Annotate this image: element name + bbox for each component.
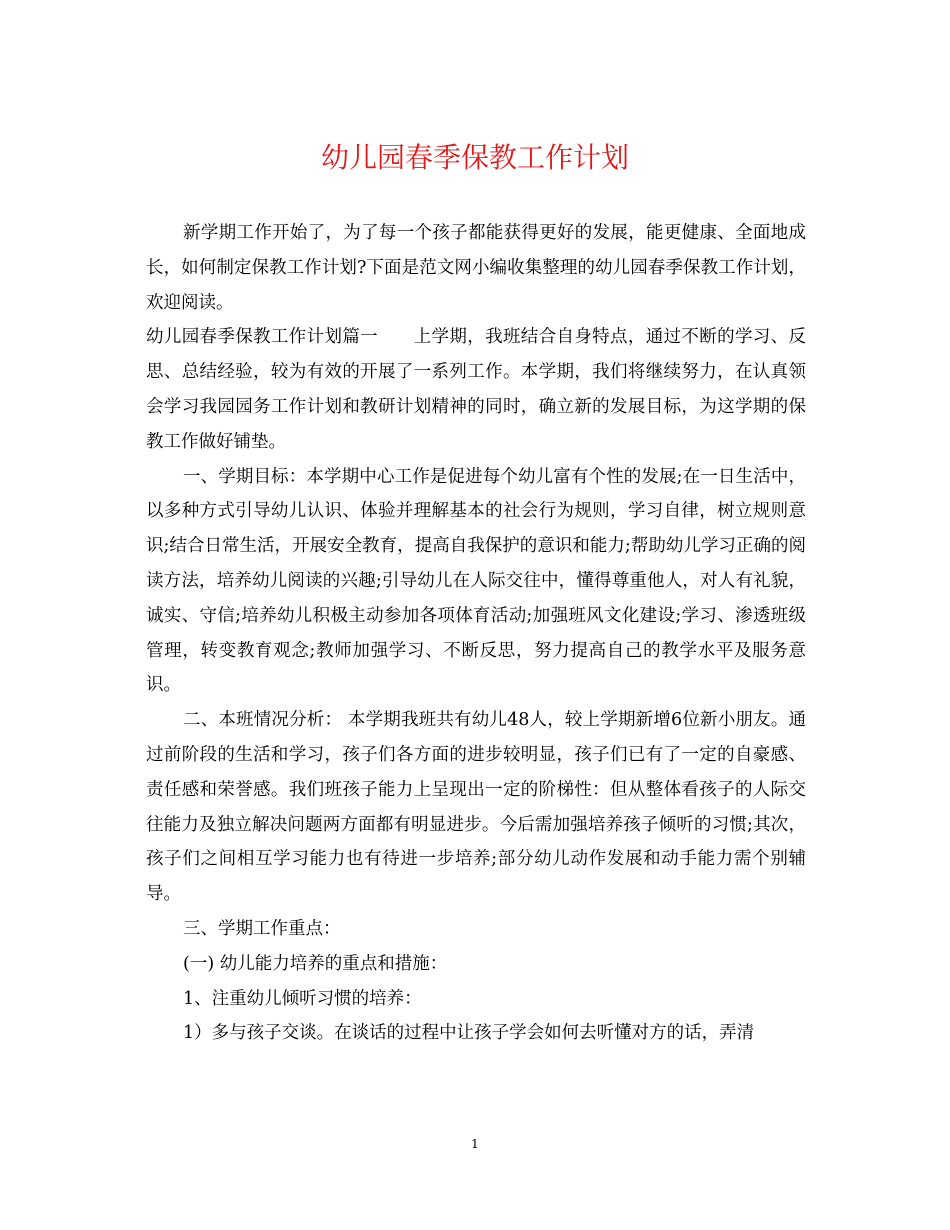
paragraph-work-focus-heading: 三、学期工作重点： <box>183 918 341 939</box>
document-title: 幼儿园春季保教工作计划 <box>320 141 629 174</box>
paragraph-talk-with-children: 1）多与孩子交谈。在谈话的过程中让孩子学会如何去听懂对方的话，弄清 <box>183 1023 755 1044</box>
page-number: 1 <box>471 1137 479 1151</box>
document-body <box>146 216 806 1051</box>
paragraph-ability-heading: (一) 幼儿能力培养的重点和措施： <box>183 953 448 974</box>
paragraph-class-analysis: 二、本班情况分析： 本学期我班共有幼儿48人，较上学期新增6位新小朋友。通过前阶段的生活和学习，孩子们各方面的进步较明显，孩子们已有了一定的自豪感、责任感和荣誉感。我们班孩子能力上呈现出一定的阶梯性：但从整体看孩子的人际交往能力及独立解决问题两方面都有明显进步。今后需加强培养孩子倾听的习惯;其次，孩子们之间相互学习能力也有待进一步培养;部分幼儿动作发展和动手能力需个别辅导。 <box>146 710 806 905</box>
paragraph-listening-heading: 1、注重幼儿倾听习惯的培养： <box>183 988 422 1009</box>
paragraph-semester-goals: 一、学期目标：本学期中心工作是促进每个幼儿富有个性的发展;在一日生活中，以多种方式引导幼儿认识、体验并理解基本的社会行为规则，学习自律，树立规则意识;结合日常生活，开展安全教育，提高自我保护的意识和能力;帮助幼儿学习正确的阅读方法，培养幼儿阅读的兴趣;引导幼儿在人际交往中，懂得尊重他人，对人有礼貌，诚实、守信;培养幼儿积极主动参加各项体育活动;加强班风文化建设;学习、渗透班级管理，转变教育观念;教师加强学习、不断反思，努力提高自己的教学水平及服务意识。 <box>146 466 806 696</box>
paragraph-intro: 新学期工作开始了，为了每一个孩子都能获得更好的发展，能更健康、全面地成长，如何制定保教工作计划?下面是范文网小编收集整理的幼儿园春季保教工作计划，欢迎阅读。 <box>146 223 806 313</box>
paragraph-plan-one: 幼儿园春季保教工作计划篇一 上学期，我班结合自身特点，通过不断的学习、反思、总结经验，较为有效的开展了一系列工作。本学期，我们将继续努力，在认真领会学习我园园务工作计划和教研计划精神的同时，确立新的发展目标，为这学期的保教工作做好铺垫。 <box>146 327 806 452</box>
